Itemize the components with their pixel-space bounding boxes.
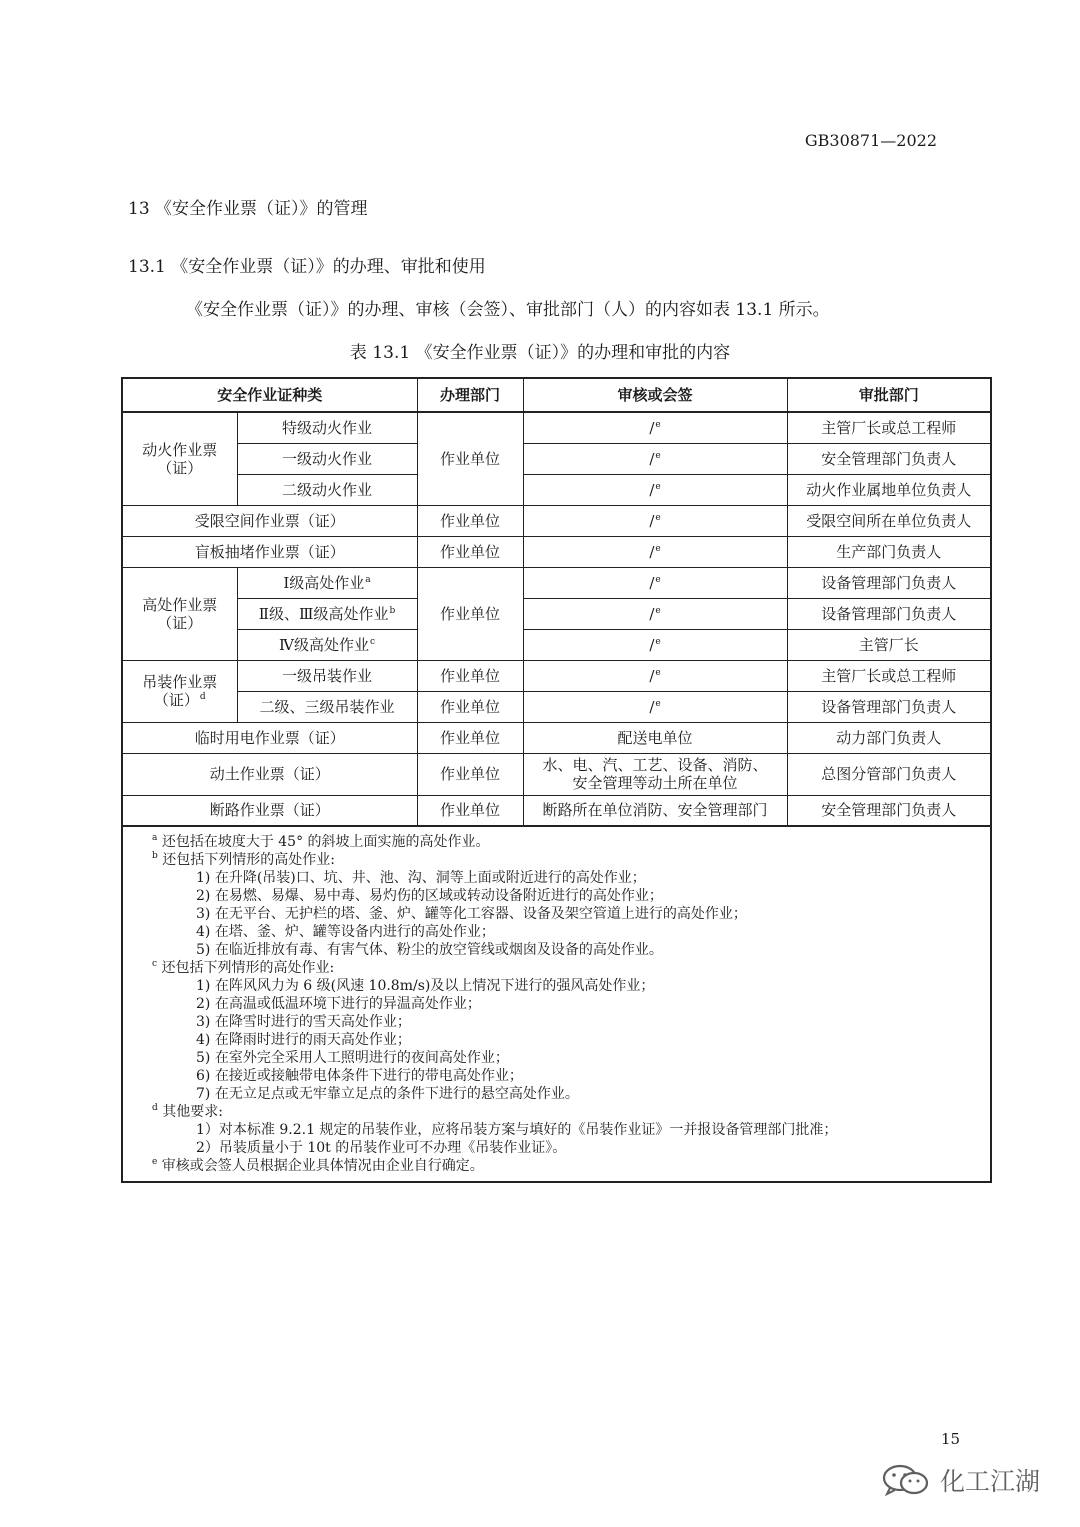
- handling-dept: 作业单位: [417, 722, 523, 753]
- sub-type: Ⅰ级高处作业$^a$: [237, 567, 417, 598]
- sub-type: 特级动火作业: [237, 412, 417, 443]
- handling-dept: 作业单位: [417, 660, 523, 691]
- group-label: 动火作业票（证）: [122, 412, 237, 505]
- table-row: [122, 505, 991, 536]
- group-label: 吊装作业票（证）$^d$: [122, 660, 237, 722]
- sub-type: Ⅳ级高处作业$^c$: [237, 629, 417, 660]
- approval-cell: 动火作业属地单位负责人: [787, 474, 991, 505]
- section-heading-13-1: 13.1 《安全作业票（证）》的办理、审批和使用: [128, 257, 486, 277]
- approval-cell: 主管厂长或总工程师: [787, 660, 991, 691]
- review-cell: /$^e$: [523, 412, 787, 443]
- review-cell: /$^e$: [523, 660, 787, 691]
- approval-cell: 安全管理部门负责人: [787, 795, 991, 826]
- approval-cell: 主管厂长: [787, 629, 991, 660]
- header-permit-type: 安全作业证种类: [122, 378, 417, 412]
- note-e: $^e$ 审核或会签人员根据企业具体情况由企业自行确定。: [152, 1157, 484, 1174]
- table-row: [122, 567, 991, 598]
- intro-paragraph: 《安全作业票（证）》的办理、审核（会签）、审批部门（人）的内容如表 13.1 所示。: [186, 300, 830, 320]
- table-row: [122, 691, 991, 722]
- permit-table: [121, 377, 992, 1183]
- handling-dept: 作业单位: [417, 505, 523, 536]
- page-number: 15: [941, 1430, 961, 1448]
- approval-cell: 动力部门负责人: [787, 722, 991, 753]
- note-b: $^b$ 还包括下列情形的高处作业:: [152, 851, 335, 868]
- note-c-item: 3) 在降雪时进行的雪天高处作业；: [196, 1014, 411, 1030]
- review-cell: 断路所在单位消防、安全管理部门: [523, 795, 787, 826]
- review-cell: /$^e$: [523, 474, 787, 505]
- note-b-item: 5) 在临近排放有毒、有害气体、粉尘的放空管线或烟囱及设备的高处作业。: [196, 942, 663, 958]
- approval-cell: 设备管理部门负责人: [787, 598, 991, 629]
- permit-type: 受限空间作业票（证）: [122, 505, 417, 536]
- watermark-text: 化工江湖: [940, 1467, 1041, 1496]
- permit-type: 断路作业票（证）: [122, 795, 417, 826]
- approval-cell: 设备管理部门负责人: [787, 691, 991, 722]
- wechat-icon: [880, 1463, 932, 1497]
- watermark: [880, 1462, 1040, 1498]
- sub-type: 一级吊装作业: [237, 660, 417, 691]
- note-c-item: 6) 在接近或接触带电体条件下进行的带电高处作业；: [196, 1068, 523, 1084]
- note-b-item: 2) 在易燃、易爆、易中毒、易灼伤的区域或转动设备附近进行的高处作业；: [196, 888, 663, 904]
- review-cell: /$^e$: [523, 567, 787, 598]
- permit-type: 动土作业票（证）: [122, 753, 417, 795]
- approval-cell: 安全管理部门负责人: [787, 443, 991, 474]
- table-notes: [122, 826, 991, 1182]
- table-row: [122, 629, 991, 660]
- sub-type: 二级、三级吊装作业: [237, 691, 417, 722]
- header-review: 审核或会签: [523, 378, 787, 412]
- note-d-item: 1）对本标准 9.2.1 规定的吊装作业，应将吊装方案与填好的《吊装作业证》一并报设备管理部门批准；: [196, 1122, 838, 1138]
- handling-dept: 作业单位: [417, 536, 523, 567]
- table-row: [122, 598, 991, 629]
- note-c-item: 5) 在室外完全采用人工照明进行的夜间高处作业；: [196, 1050, 509, 1066]
- handling-dept: 作业单位: [417, 691, 523, 722]
- review-cell: 配送电单位: [523, 722, 787, 753]
- header-approval-dept: 审批部门: [787, 378, 991, 412]
- sub-type: Ⅱ级、Ⅲ级高处作业$^b$: [237, 598, 417, 629]
- approval-cell: 设备管理部门负责人: [787, 567, 991, 598]
- handling-dept: 作业单位: [417, 412, 523, 505]
- approval-cell: 主管厂长或总工程师: [787, 412, 991, 443]
- standard-code: GB30871—2022: [804, 131, 937, 150]
- table-row: [122, 412, 991, 443]
- table-caption: 表 13.1 《安全作业票（证）》的办理和审批的内容: [349, 343, 731, 363]
- note-b-item: 3) 在无平台、无护栏的塔、釜、炉、罐等化工容器、设备及架空管道上进行的高处作业；: [196, 906, 747, 922]
- review-cell: /$^e$: [523, 691, 787, 722]
- review-cell: 水、电、汽、工艺、设备、消防、安全管理等动土所在单位: [523, 753, 787, 795]
- header-handling-dept: 办理部门: [417, 378, 523, 412]
- review-cell: /$^e$: [523, 536, 787, 567]
- review-cell: /$^e$: [523, 443, 787, 474]
- note-c-item: 7) 在无立足点或无牢靠立足点的条件下进行的悬空高处作业。: [196, 1086, 579, 1102]
- sub-type: 一级动火作业: [237, 443, 417, 474]
- table-row: [122, 660, 991, 691]
- note-c-item: 2) 在高温或低温环境下进行的异温高处作业；: [196, 996, 481, 1012]
- review-cell: /$^e$: [523, 505, 787, 536]
- note-c-item: 4) 在降雨时进行的雨天高处作业；: [196, 1032, 411, 1048]
- handling-dept: 作业单位: [417, 795, 523, 826]
- table-row: [122, 753, 991, 795]
- review-cell: /$^e$: [523, 629, 787, 660]
- note-b-item: 4) 在塔、釜、炉、罐等设备内进行的高处作业；: [196, 924, 495, 940]
- table-row: [122, 795, 991, 826]
- review-cell: /$^e$: [523, 598, 787, 629]
- handling-dept: 作业单位: [417, 567, 523, 660]
- approval-cell: 受限空间所在单位负责人: [787, 505, 991, 536]
- note-d: $^d$ 其他要求:: [152, 1103, 223, 1120]
- note-b-item: 1) 在升降(吊装)口、坑、井、池、沟、洞等上面或附近进行的高处作业；: [196, 870, 646, 886]
- permit-type: 临时用电作业票（证）: [122, 722, 417, 753]
- note-a: $^a$ 还包括在坡度大于 45° 的斜坡上面实施的高处作业。: [152, 833, 490, 850]
- sub-type: 二级动火作业: [237, 474, 417, 505]
- note-c: $^c$ 还包括下列情形的高处作业:: [152, 959, 335, 976]
- table-row: [122, 474, 991, 505]
- approval-cell: 总图分管部门负责人: [787, 753, 991, 795]
- approval-cell: 生产部门负责人: [787, 536, 991, 567]
- note-c-item: 1) 在阵风风力为 6 级(风速 10.8m/s)及以上情况下进行的强风高处作业；: [196, 978, 655, 994]
- table-row: [122, 536, 991, 567]
- handling-dept: 作业单位: [417, 753, 523, 795]
- group-label: 高处作业票（证）: [122, 567, 237, 660]
- note-d-item: 2）吊装质量小于 10t 的吊装作业可不办理《吊装作业证》。: [196, 1140, 567, 1156]
- permit-type: 盲板抽堵作业票（证）: [122, 536, 417, 567]
- section-heading-13: 13 《安全作业票（证）》的管理: [128, 199, 368, 219]
- table-row: [122, 443, 991, 474]
- table-row: [122, 722, 991, 753]
